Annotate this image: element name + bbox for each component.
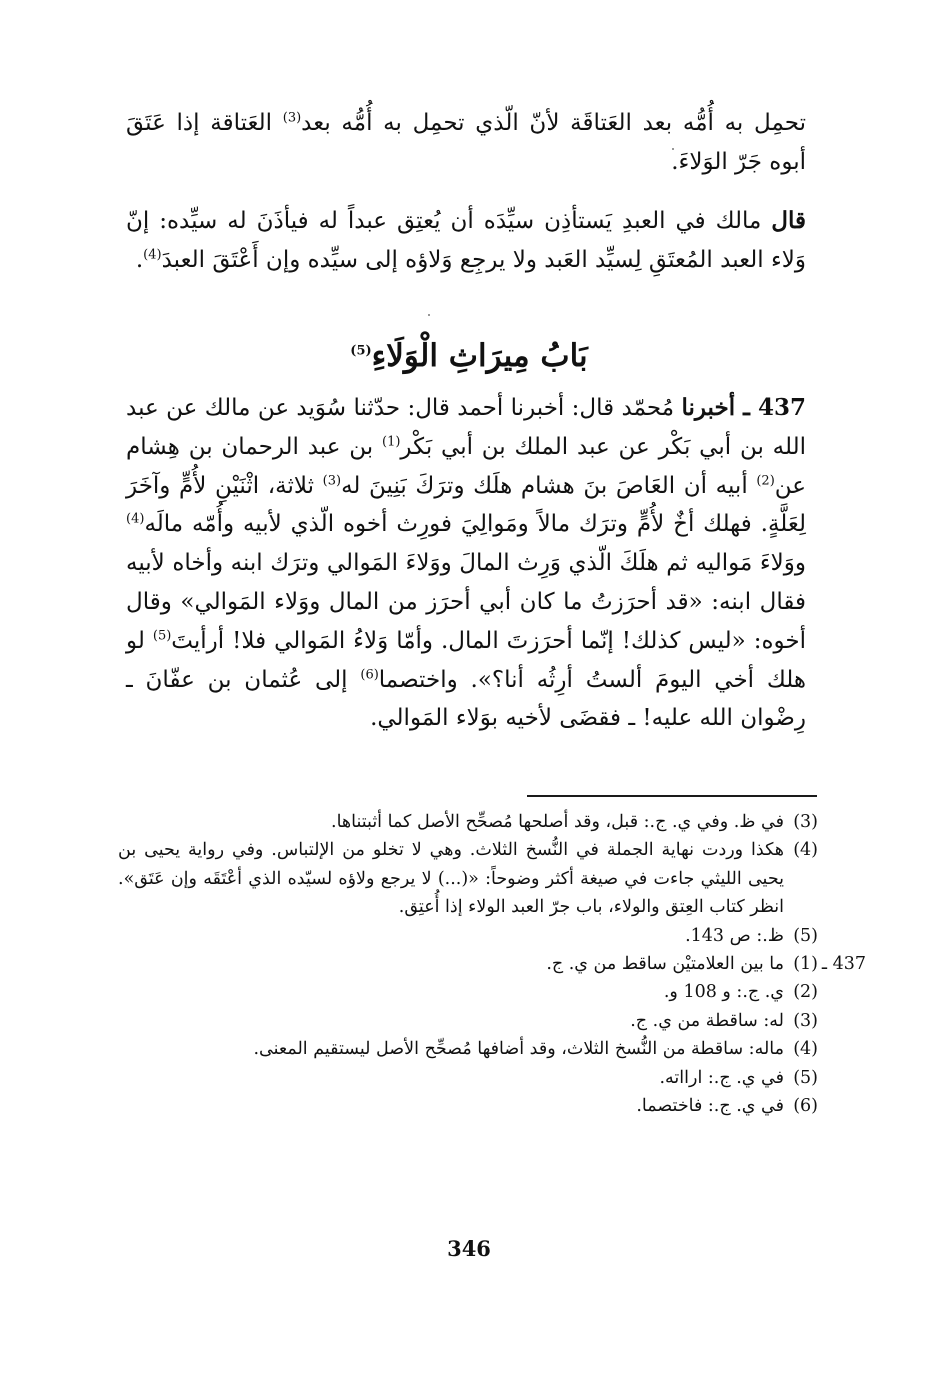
paragraph-2-lead: قال (771, 207, 806, 234)
footnote-4 (118, 836, 818, 921)
footnote-text: في ي. ج.: فاختصما. (636, 1096, 784, 1117)
paragraph-1-text-a: تحمِل به أُمُّه بعد العَتاقَة لأنّ الّذي تحمِل به أُمُّه بعد (301, 110, 806, 136)
paragraph-1-text-b: العَتاقة إذا عَتَقَ أبوه جَرّ الوَلاءَ. (126, 110, 806, 175)
hadith-note-ref-5[interactable]: (5) (152, 628, 172, 644)
footnote-5 (118, 922, 818, 950)
footnote-number: (4) (793, 1039, 818, 1060)
footnote-number: (3) (793, 812, 818, 832)
footnote-ref-5[interactable]: (5) (350, 343, 372, 359)
footnote-437-2 (118, 978, 818, 1006)
hadith-lead: 437 ـ أخبرنا (681, 394, 806, 421)
page-number: 346 (447, 1236, 491, 1261)
footnote-number: (1) (793, 954, 818, 975)
hadith-437 (126, 389, 806, 738)
footnote-text: ماله: ساقطة من النُّسخ الثلاث، وقد أضافها مُصحِّح الأصل ليستقيم المعنى. (253, 1039, 784, 1060)
hadith-note-ref-6[interactable]: (6) (360, 666, 379, 682)
hadith-note-ref-2[interactable]: (2) (756, 472, 775, 488)
footnote-number: (5) (793, 1067, 818, 1088)
hadith-text-4: ثلاثة، اثْنَيْنِ لأُمٍّ وآخَرَ لِعَلَّةٍ. فهلك أخٌ لأُمٍّ وترَك مالاً ومَوالِيَ فورِث أخوه الّذي لأبيه وأُمّه مالَه (126, 472, 806, 538)
footnote-number: (3) (793, 1010, 818, 1031)
footnote-text: في ي. ج.: ارااته. (659, 1067, 784, 1088)
footnote-text: ما بين العلامتيْن ساقط من ي. ج. (546, 954, 784, 975)
footnote-437-4 (118, 1035, 818, 1063)
paragraph-2-text-a: مالك في العبدِ يَستأذِن سيِّدَه أن يُعتِق عبداً له فيأذَنَ له سيِّده: إنّ وَلاء العبد المُعتَقِ لِسيِّد العَبد ولا يرجِع وَلاؤه إلى سيِّده وإن أَعْتَقَ العبدَ (126, 208, 806, 273)
footnote-number: (5) (793, 925, 818, 946)
footnote-text: له: ساقطة من ي. ج. (630, 1010, 784, 1031)
footnote-437-5 (118, 1064, 818, 1092)
footnote-number: (6) (793, 1096, 818, 1117)
hadith-note-ref-4[interactable]: (4) (126, 511, 145, 527)
footnote-437-6 (118, 1092, 818, 1120)
footnote-number: (4) (793, 840, 818, 861)
footnote-number: (2) (793, 982, 818, 1003)
hadith-text-7: إلى عُثمان بن عفّانَ ـ رِضْوان الله عليه! ـ فقضَى لأخيه بوَلاء المَوالي. (126, 666, 806, 732)
hadith-note-ref-1[interactable]: (1) (381, 434, 401, 450)
footnote-separator (527, 795, 817, 797)
footnote-ref-3[interactable]: (3) (282, 110, 302, 126)
paragraph-1 (126, 104, 806, 181)
footnotes (118, 808, 866, 1120)
hadith-text-6: لو هلك أخي اليومَ ألستُ أرِثُه أنا؟». واختصما (126, 627, 807, 693)
footnote-text: ي. ج.: و 108 و. (663, 982, 784, 1003)
footnote-text: ظ.: ص 143. (685, 925, 784, 946)
hadith-text-2: بن عبد الرحمان بن هِشام عن (126, 433, 806, 499)
footnote-group-label: 437 ـ (821, 954, 866, 975)
chapter-title (0, 336, 938, 376)
footnote-text: هكذا وردت نهاية الجملة في النُّسخ الثلاث. وهي لا تخلو من الإلتباس. وفي رواية يحيى بن يحيى الليثي جاءت في صيغة أكثر وضوحاً: «(...) لا يرجع ولاؤه لسيّده الذي أعْتَقَه وإن عَتَق». انظر كتاب العِتق والولاء، باب جرّ العبد الولاء إذا أُعتِق. (118, 840, 784, 918)
footnote-text: في ظ. وفي ي. ج.: قبل، وقد أصلحها مُصحِّح الأصل كما أثبتناها. (331, 812, 784, 832)
footnote-ref-4[interactable]: (4) (143, 246, 162, 262)
footnote-437-3 (118, 1007, 818, 1035)
chapter-title-text: بَابُ مِيرَاثِ الْوَلَاءِ (371, 338, 588, 374)
scan-speck (428, 314, 430, 316)
hadith-text-1: مُحمّد قال: أخبرنا أحمد قال: حدّثنا سُوَيد عن مالك عن عبد الله بن أبي بَكْر عن عبد الملك بن أبي بَكْر (126, 395, 806, 460)
hadith-note-ref-3[interactable]: (3) (322, 472, 342, 488)
hadith-text-5: ووَلاءَ مَواليه ثم هلَكَ الّذي وَرِث المالَ ووَلاءَ المَوالي وترَك ابنه وأخاه لأبيه فقال ابنه: «قد أحرَزتُ ما كان أبي أحرَز من المال ووَلاء المَوالي» وقال أخوه: «ليس كذلك! إنّما أحرَزتَ المال. وأمّا وَلاءُ المَوالي فلا! أرأيتَ (126, 550, 806, 654)
hadith-text-3: أبيه أن العَاصَ بنَ هشام هلَك وترَكَ بَنِينَ له (341, 472, 757, 499)
footnote-3 (118, 808, 818, 836)
footnote-437-1 (118, 950, 866, 978)
paragraph-2-text-b: . (135, 246, 144, 273)
paragraph-2 (126, 202, 806, 279)
